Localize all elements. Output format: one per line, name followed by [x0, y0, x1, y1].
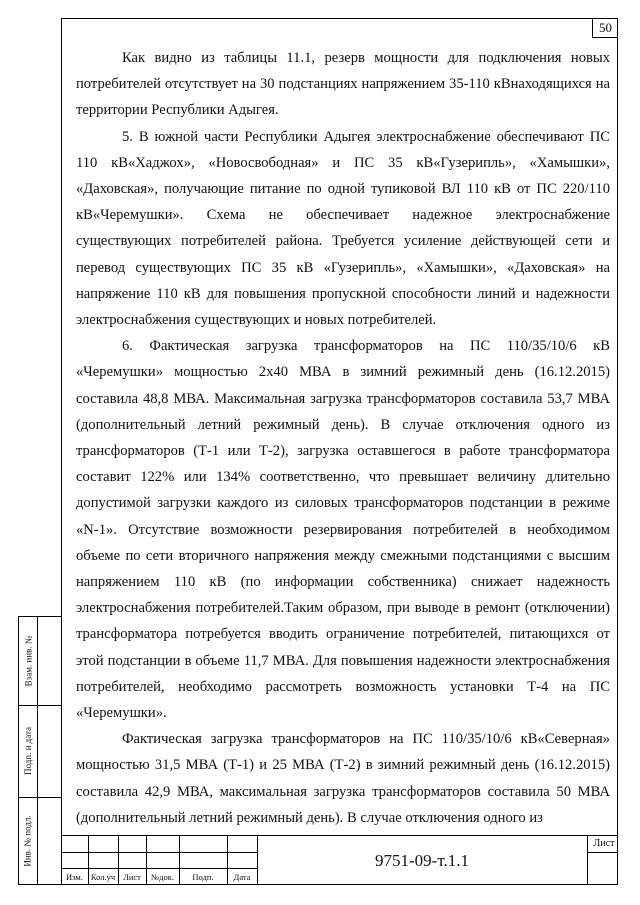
paragraph: 6. Фактическая загрузка трансформаторов на ПС 110/35/10/6 кВ «Черемушки» мощностью 2х40 МВА в зимний режимный день (16.12.2015) составила 48,8 МВА. Максимальная загрузка трансформаторов составила 53,7 МВА (дополнительный летний режимный день). В случае отключения одного из трансформаторов (Т-1 или Т-2), загрузка оставшегося в работе трансформатора составит 122% или 134% соответственно, что превышает величину длительно допустимой загрузки каждого из силовых трансформаторов подстанции в режиме «N-1». Отсутствие возможности резервирования потребителей в необходимом объеме по сети вторичного напряжения между смежными подстанциями с высшим напряжением 110 кВ (по информации собственника) снижает надежность электроснабжения потребителей.Таким образом, при выводе в ремонт (отключении) трансформатора потребуется вводить ограничение потребителей, питающихся от этой подстанции в объеме 11,7 МВА. Для повышения надежности электроснабжения потребителей, необходимо рассмотреть возможность установки Т-4 на ПС «Черемушки». [76, 338, 610, 722]
col-podp-label: Подп. [192, 872, 214, 882]
document-code: 9751-09-т.1.1 [375, 851, 469, 870]
replacement-inventory-label: Взам. инв. № [23, 635, 33, 687]
page-number: 50 [592, 18, 618, 38]
title-block-line [587, 836, 588, 885]
col-izm-label: Изм. [66, 872, 83, 882]
document-body [76, 45, 610, 831]
title-block-line [587, 852, 618, 853]
signature-date-label: Подп. и дата [23, 726, 33, 776]
paragraph: 5. В южной части Республики Адыгея электроснабжение обеспечивают ПС 110 кВ«Хаджох», «Новосвободная» и ПС 35 кВ«Гузерипль», «Хамышки», «Даховская», получающие питание по одной тупиковой ВЛ 110 кВ от ПС 220/110 кВ«Черемушки». Схема не обеспечивает надежное электроснабжение существующих потребителей района. Требуется усиление действующей сети и перевод существующих ПС 35 кВ «Гузерипль», «Хамышки», «Даховская» на напряжение 110 кВ для повышения пропускной способности линий и надежности электроснабжения существующих и новых потребителей. [76, 128, 610, 329]
col-kol-label: Кол.уч [90, 872, 116, 882]
col-data-label: Дата [233, 872, 251, 882]
col-ndok-label: №док. [151, 872, 174, 882]
side-stamp-divider [37, 617, 38, 884]
title-block [61, 835, 618, 885]
original-inventory-label: Инв. № подл. [23, 815, 33, 867]
sheet-label: Лист [593, 838, 615, 849]
paragraph: Как видно из таблицы 11.1, резерв мощности для подключения новых потребителей отсутствует на 30 подстанциях напряжением 35-110 кВнаходящихся на территории Республики Адыгея. [76, 50, 610, 119]
paragraph: Фактическая загрузка трансформаторов на ПС 110/35/10/6 кВ«Северная» мощностью 31,5 МВА (Т-1) и 25 МВА (Т-2) в зимний режимный день (16.12.2015) составила 42,9 МВА, максимальная загрузка трансформаторов составила 50 МВА (дополнительный летний режимный день). В случае отключения одного из [76, 731, 610, 826]
col-list-label: Лист [123, 872, 141, 882]
side-stamp [18, 616, 62, 885]
